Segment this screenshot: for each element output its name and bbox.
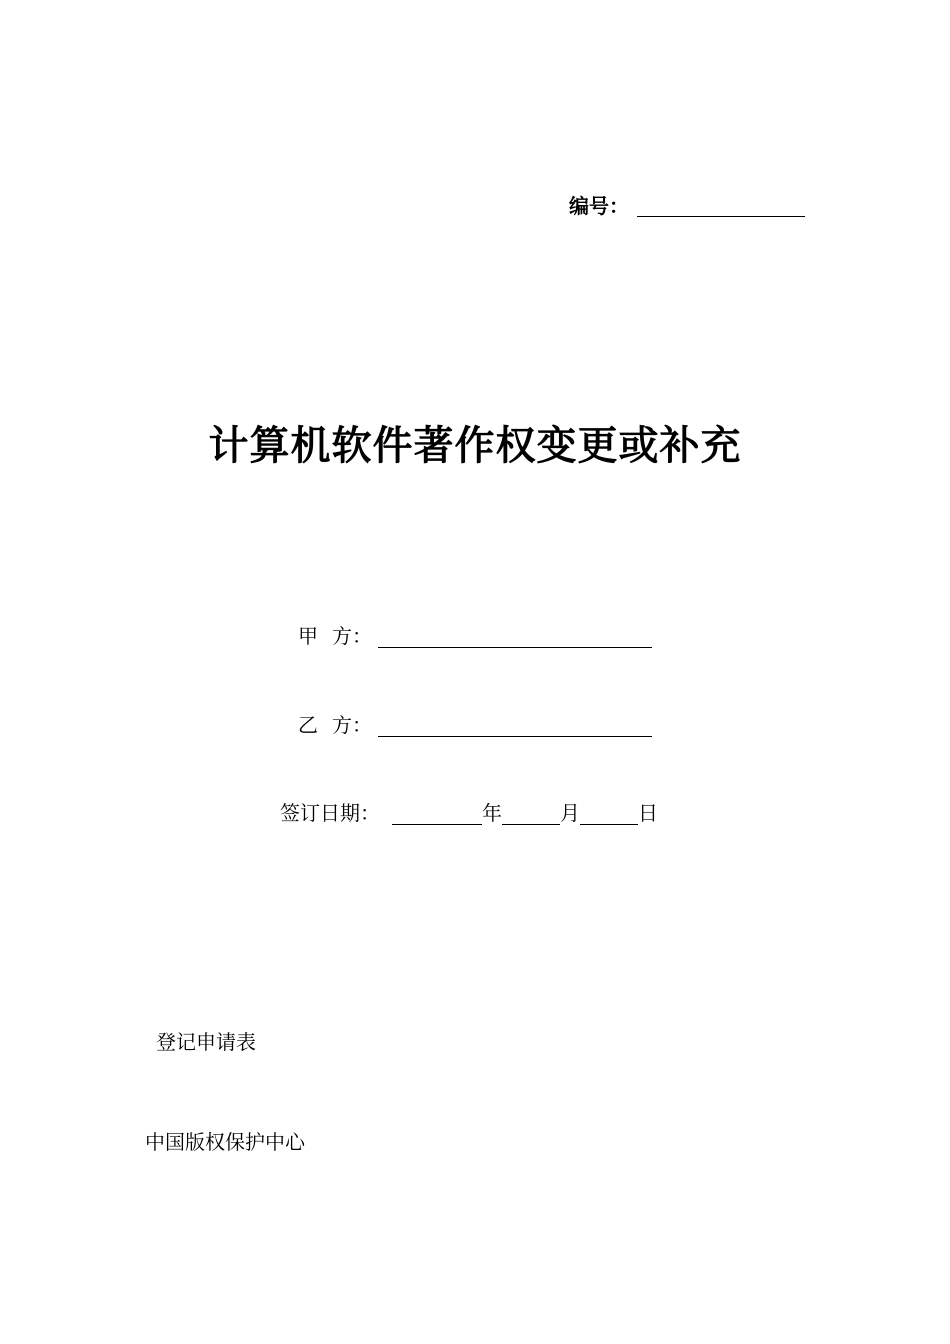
party-b-label-2: 方： bbox=[332, 713, 372, 737]
party-b-blank-line bbox=[378, 718, 652, 737]
month-blank-line bbox=[502, 806, 560, 825]
party-b-row bbox=[298, 709, 652, 738]
form-name: 登记申请表 bbox=[156, 1030, 256, 1054]
serial-number-row bbox=[569, 190, 805, 219]
sign-date-label: 签订日期： bbox=[280, 801, 380, 825]
sign-date-row bbox=[280, 797, 658, 826]
party-a-blank-line bbox=[378, 629, 652, 648]
year-blank-line bbox=[392, 806, 482, 825]
party-a-label-1: 甲 bbox=[298, 624, 318, 648]
party-a-row bbox=[298, 620, 652, 649]
party-b-label-1: 乙 bbox=[298, 713, 318, 737]
document-title: 计算机软件著作权变更或补充 bbox=[208, 423, 742, 469]
serial-blank-line bbox=[637, 196, 805, 217]
month-label: 月 bbox=[560, 801, 580, 825]
day-blank-line bbox=[580, 806, 638, 825]
center-name: 中国版权保护中心 bbox=[145, 1130, 305, 1154]
day-label: 日 bbox=[638, 801, 658, 825]
serial-label: 编号： bbox=[569, 194, 629, 218]
year-label: 年 bbox=[482, 801, 502, 825]
party-a-label-2: 方： bbox=[332, 624, 372, 648]
